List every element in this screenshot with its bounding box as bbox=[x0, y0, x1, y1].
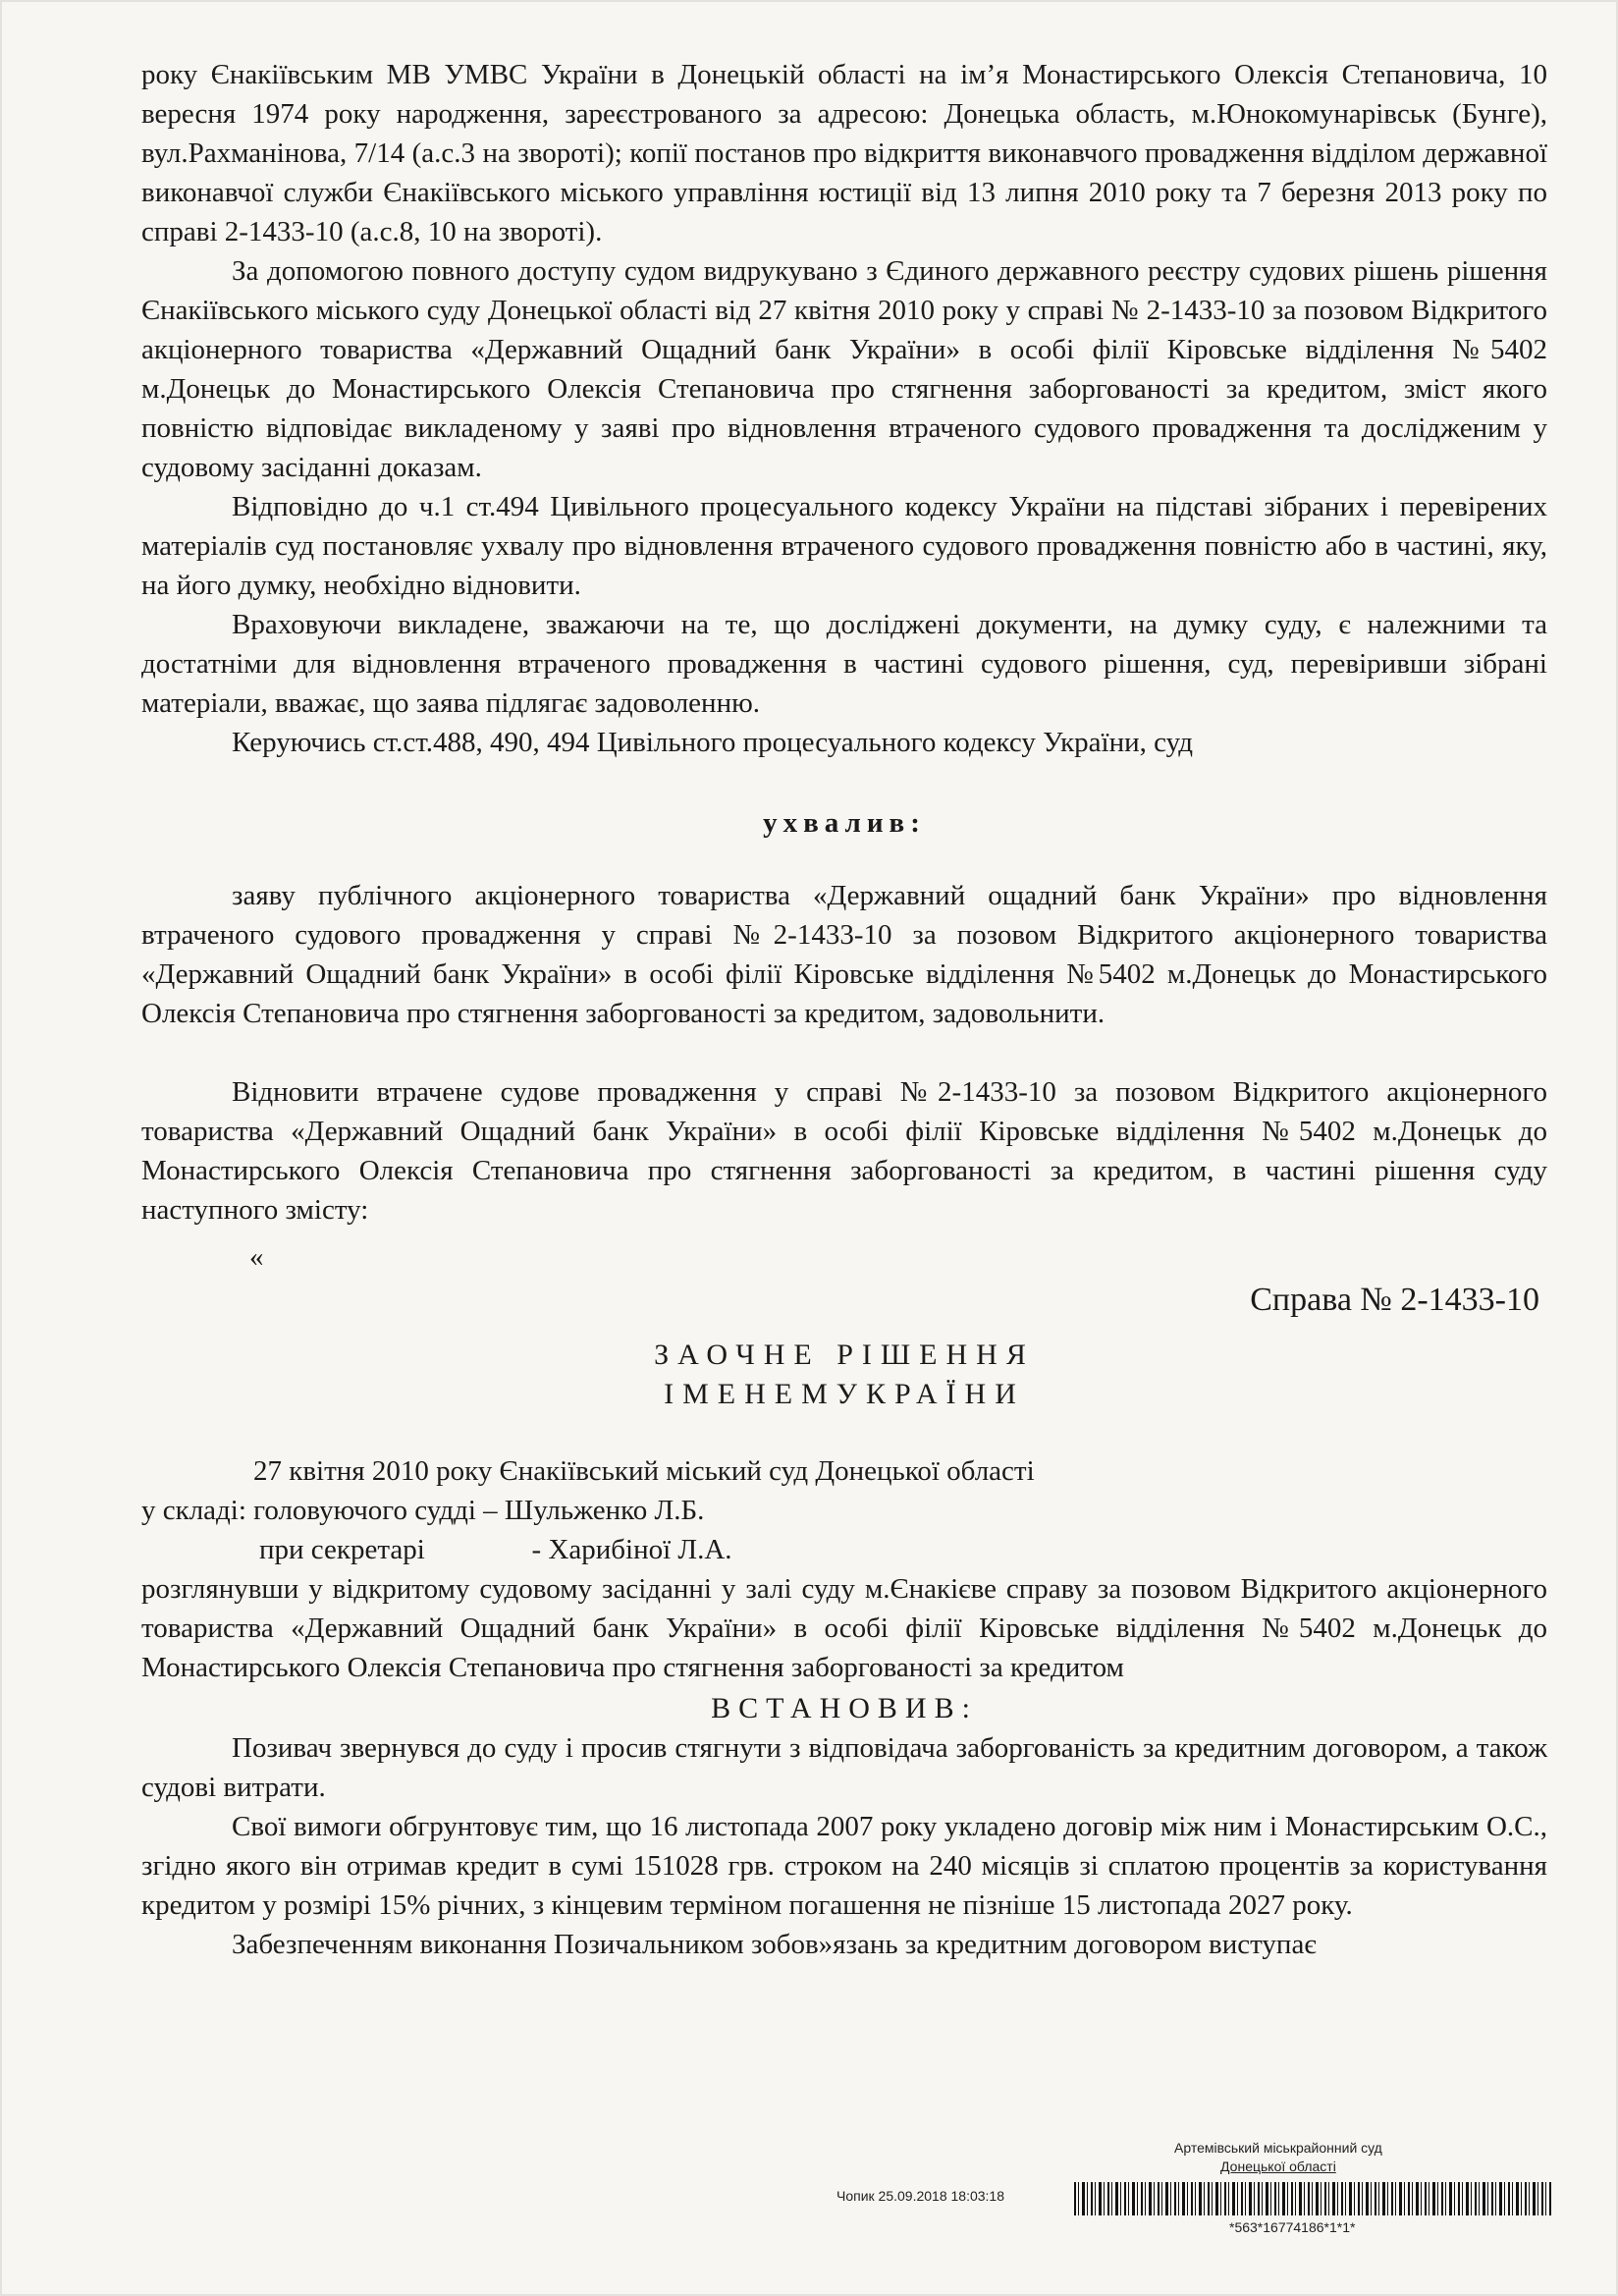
barcode-code: *563*16774186*1*1* bbox=[1229, 2219, 1356, 2235]
paragraph-grant-application: заяву публічного акціонерного товариства «Державний ощадний банк України» про відновлення втраченого судового провадження у справі №2-1433-10 за позовом Відкритого акціонерного товариства «Державний Ощадний банк України» в особі філії Кіровське відділення №5402 м.Донецьк до Монастирського Олексія Степановича про стягнення заборгованості за кредитом, задовольнити. bbox=[141, 880, 1547, 1029]
decision-title-in-name-of-ukraine: ІМЕНЕМУКРАЇНИ bbox=[664, 1378, 1025, 1410]
paragraph-court-hearing: розглянувши у відкритому судовому засіданні у залі суду м.Єнакієве справу за позовом Відкритого акціонерного товариства «Державний Ощадний банк України» в особі філії Кіровське відділення №5402 м.Донецьк до Монастирського Олексія Степановича про стягнення заборгованості за кредитом bbox=[141, 1573, 1547, 1683]
court-composition-date: 27 квітня 2010 року Єнакіївський міський суд Донецької області bbox=[253, 1455, 1035, 1487]
established-heading: ВСТАНОВИВ: bbox=[711, 1692, 978, 1724]
paragraph-security: Забезпеченням виконання Позичальником зобов»язань за кредитним договором виступає bbox=[232, 1929, 1317, 1960]
decision-title: ЗАОЧНЕ РІШЕННЯ bbox=[654, 1339, 1035, 1371]
quote-open-mark: « bbox=[249, 1241, 264, 1273]
ruled-heading: ухвалив: bbox=[763, 807, 926, 839]
paragraph-legal-basis: Відповідно до ч.1 ст.494 Цивільного процесуального кодексу України на підставі зібраних і перевірених матеріалів суд постановляє ухвалу про відновлення втраченого судового провадження повністю або в частині, яку, на його думку, необхідно відновити. bbox=[141, 491, 1547, 601]
paragraph-registry-search: За допомогою повного доступу судом видрукувано з Єдиного державного реєстру судових рішень рішення Єнакіївського міського суду Донецької області від 27 квітня 2010 року у справі № 2-1433-10 за позовом Відкритого акціонерного товариства «Державний Ощадний банк України» в особі філії Кіровське відділення №5402 м.Донецьк до Монастирського Олексія Степановича про стягнення заборгованості за кредитом, зміст якого повністю відповідає викладеному у заяві про відновлення втраченого судового провадження та дослідженим у судовому засіданні доказам. bbox=[141, 255, 1547, 483]
paragraph-considering: Враховуючи викладене, зважаючи на те, що досліджені документи, на думку суду, є належними та достатніми для відновлення втраченого провадження в частині судового рішення, суд, перевіривши зібрані матеріали, вважає, що заява підлягає задоволенню. bbox=[141, 609, 1547, 719]
court-composition-judge: у складі: головуючого судді – Шульженко Л.Б. bbox=[141, 1495, 705, 1526]
paragraph-restore-proceedings: Відновити втрачене судове провадження у справі №2-1433-10 за позовом Відкритого акціонерного товариства «Державний Ощадний банк України» в особі філії Кіровське відділення №5402 м.Донецьк до Монастирського Олексія Степановича про стягнення заборгованості за кредитом, в частині рішення суду наступного змісту: bbox=[141, 1076, 1547, 1226]
court-stamp-line2: Донецької області bbox=[1220, 2159, 1336, 2174]
case-number: Справа № 2-1433-10 bbox=[1250, 1282, 1539, 1318]
court-stamp-line1: Артемівський міськрайонний суд bbox=[1174, 2140, 1382, 2156]
paragraph-guided-by: Керуючись ст.ст.488, 490, 494 Цивільного процесуального кодексу України, суд bbox=[232, 727, 1194, 758]
paragraph-loan-terms: Свої вимоги обгрунтовує тим, що 16 листопада 2007 року укладено договір між ним і Монастирським О.С., згідно якого він отримав кредит в сумі 151028 грв. строком на 240 місяців зі сплатою процентів за користування кредитом у розмірі 15% річних, з кінцевим терміном погашення не пізніше 15 листопада 2027 року. bbox=[141, 1811, 1547, 1921]
paragraph-continuation: року Єнакіївським МВ УМВС України в Донецькій області на ім’я Монастирського Олексія Степановича, 10 вересня 1974 року народження, зареєстрованого за адресою: Донецька область, м.Юнокомунарівськ (Бунге), вул.Рахманінова, 7/14 (а.с.3 на звороті); копії постанов про відкриття виконавчого провадження відділом державної виконавчої служби Єнакіївського міського управління юстиції від 13 липня 2010 року та 7 березня 2013 року по справі 2-1433-10 (а.с.8, 10 на звороті). bbox=[141, 59, 1547, 247]
paragraph-plaintiff-claim: Позивач звернувся до суду і просив стягнути з відповідача заборгованість за кредитним договором, а також судові витрати. bbox=[141, 1732, 1547, 1803]
court-composition-secretary: при секретарі - Харибіної Л.А. bbox=[259, 1534, 732, 1565]
clerk-timestamp: Чопик 25.09.2018 18:03:18 bbox=[836, 2188, 1004, 2204]
court-stamp bbox=[1174, 2139, 1382, 2176]
document-body bbox=[141, 55, 1547, 1964]
barcode bbox=[1074, 2182, 1551, 2215]
